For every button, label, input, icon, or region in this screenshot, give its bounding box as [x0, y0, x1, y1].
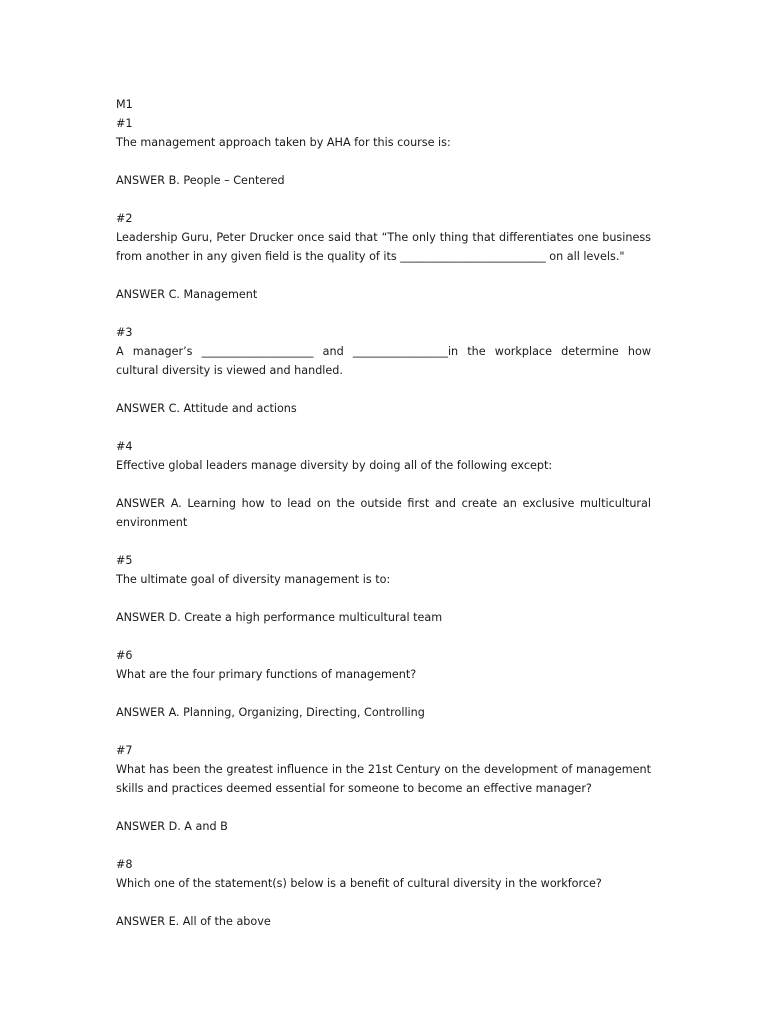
- question-text: Which one of the statement(s) below is a benefit of cultural diversity in the workforce?: [116, 877, 602, 890]
- spacer: [116, 418, 651, 437]
- spacer: [116, 589, 651, 608]
- spacer: [116, 627, 651, 646]
- question-block-6: [116, 646, 651, 741]
- answer-text: ANSWER E. All of the above: [116, 915, 271, 928]
- question-number: #3: [116, 326, 133, 339]
- question-block-7: [116, 741, 651, 855]
- spacer: [116, 532, 651, 551]
- question-block-8: [116, 855, 651, 931]
- spacer: [116, 380, 651, 399]
- document-page: [116, 95, 651, 931]
- answer-text: ANSWER C. Attitude and actions: [116, 402, 297, 415]
- module-heading: M1: [116, 98, 133, 111]
- spacer: [116, 190, 651, 209]
- spacer: [116, 836, 651, 855]
- spacer: [116, 893, 651, 912]
- question-block-4: [116, 437, 651, 551]
- question-text: The ultimate goal of diversity management is to:: [116, 573, 391, 586]
- question-number: #1: [116, 117, 133, 130]
- question-number: #4: [116, 440, 133, 453]
- question-block-1: [116, 114, 651, 209]
- question-number: #2: [116, 212, 133, 225]
- question-text: Leadership Guru, Peter Drucker once said that “The only thing that differentiates one business from another in any given field is the quality of its __________________________ on all levels.": [116, 231, 651, 263]
- question-text: Effective global leaders manage diversity by doing all of the following except:: [116, 459, 553, 472]
- spacer: [116, 475, 651, 494]
- question-block-5: [116, 551, 651, 646]
- question-number: #8: [116, 858, 133, 871]
- spacer: [116, 798, 651, 817]
- answer-text: ANSWER B. People – Centered: [116, 174, 285, 187]
- answer-text: ANSWER C. Management: [116, 288, 258, 301]
- question-text: What has been the greatest influence in the 21st Century on the development of management skills and practices deemed essential for someone to become an effective manager?: [116, 763, 651, 795]
- spacer: [116, 722, 651, 741]
- spacer: [116, 684, 651, 703]
- question-number: #6: [116, 649, 133, 662]
- question-number: #5: [116, 554, 133, 567]
- question-block-3: [116, 323, 651, 437]
- question-text: What are the four primary functions of management?: [116, 668, 417, 681]
- question-text: A manager’s ____________________ and _________________in the workplace determine how cultural diversity is viewed and handled.: [116, 345, 651, 377]
- question-number: #7: [116, 744, 133, 757]
- spacer: [116, 266, 651, 285]
- answer-text: ANSWER D. Create a high performance multicultural team: [116, 611, 443, 624]
- answer-text: ANSWER A. Learning how to lead on the outside first and create an exclusive multicultural environment: [116, 497, 651, 529]
- spacer: [116, 152, 651, 171]
- answer-text: ANSWER D. A and B: [116, 820, 228, 833]
- question-text: The management approach taken by AHA for this course is:: [116, 136, 451, 149]
- spacer: [116, 304, 651, 323]
- question-block-2: [116, 209, 651, 323]
- answer-text: ANSWER A. Planning, Organizing, Directing, Controlling: [116, 706, 425, 719]
